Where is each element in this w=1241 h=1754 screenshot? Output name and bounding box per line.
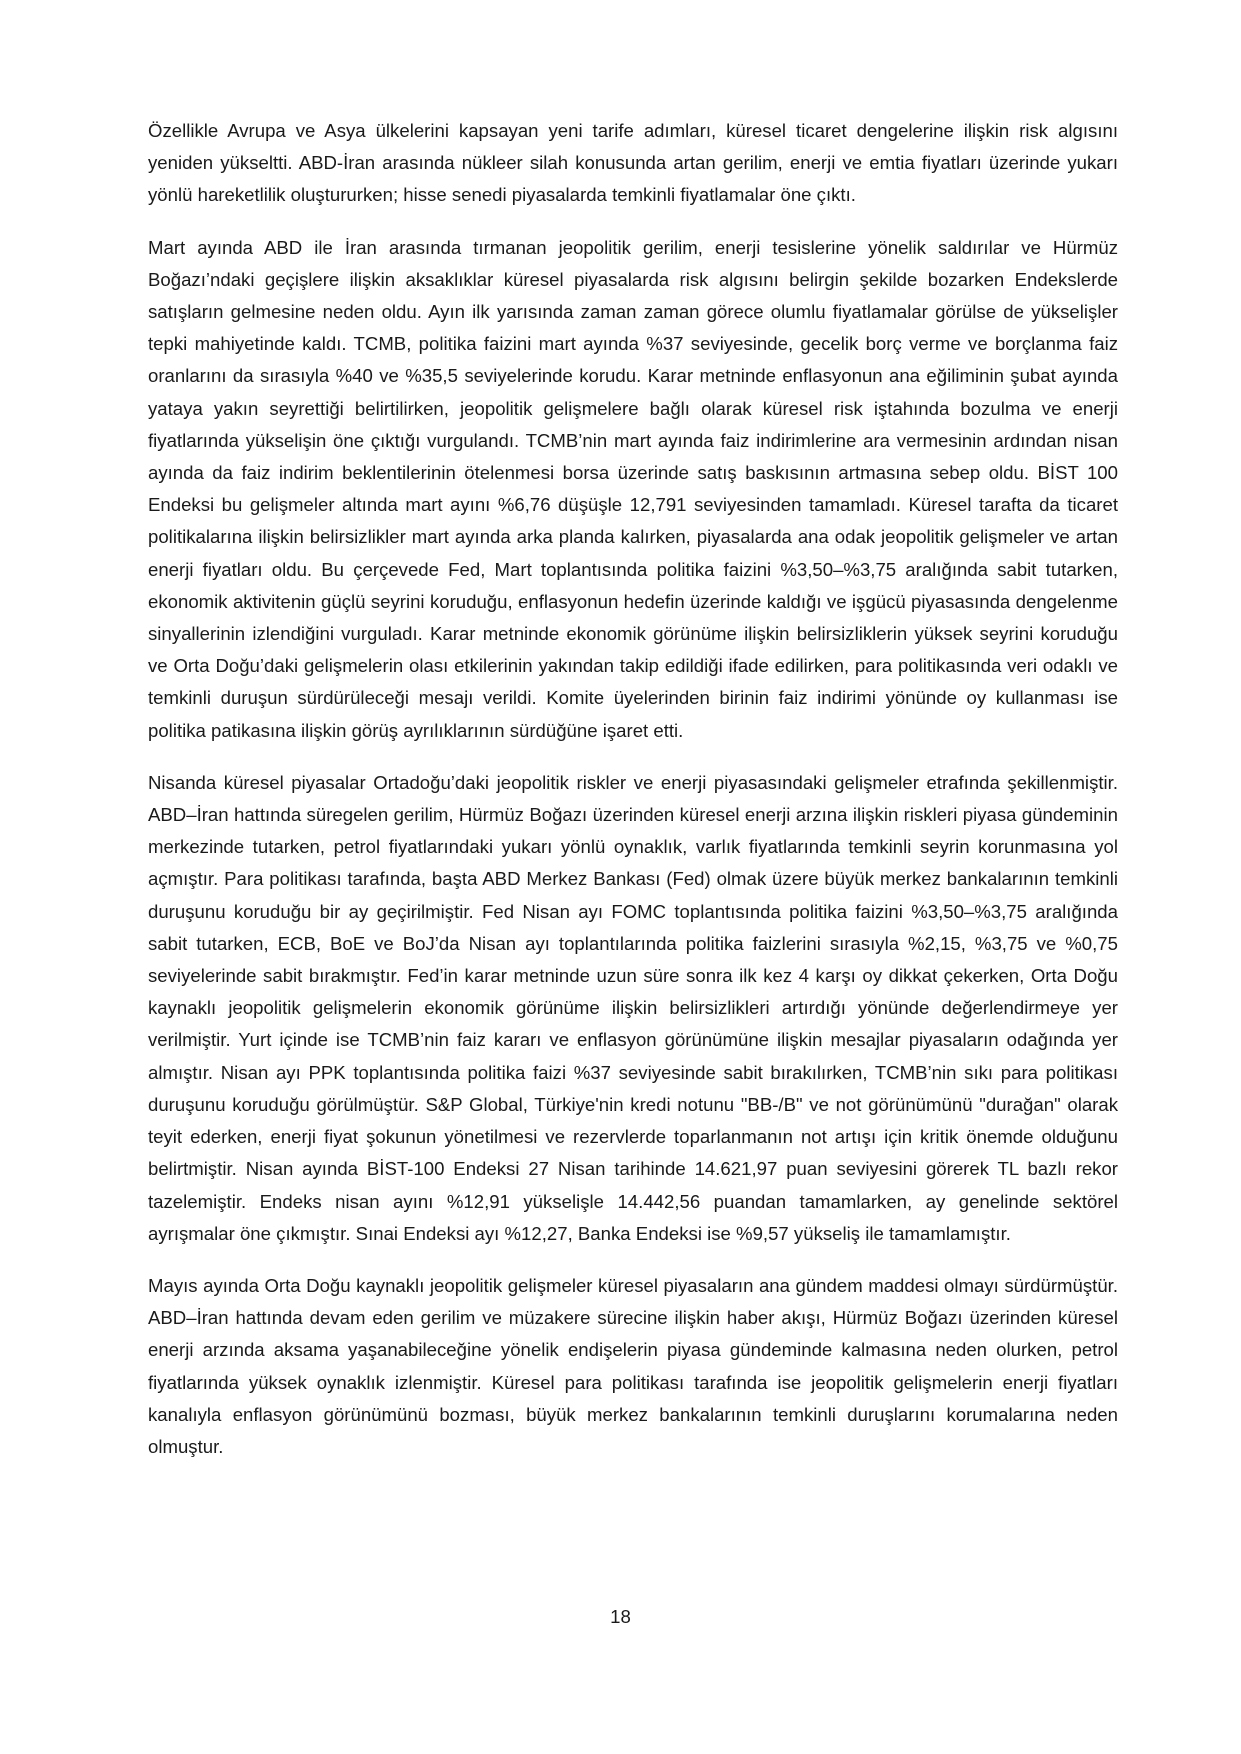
paragraph-may-developments: Mayıs ayında Orta Doğu kaynaklı jeopolitik gelişmeler küresel piyasaların ana gündem maddesi olmayı sürdürmüştür. ABD–İran hattında devam eden gerilim ve müzakere sürecine ilişkin haber akışı, Hürmüz Boğazı üzerinden küresel enerji arzında aksama yaşanabileceğine yönelik endişelerin piyasa gündeminde kalmasına neden olurken, petrol fiyatlarında yüksek oynaklık izlenmiştir. Küresel para politikası tarafında ise jeopolitik gelişmelerin enerji fiyatları kanalıyla enflasyon görünümünü bozması, büyük merkez bankalarının temkinli duruşlarını korumalarına neden olmuştur.: [148, 1274, 1118, 1457]
paragraph-march-developments: Mart ayında ABD ile İran arasında tırmanan jeopolitik gerilim, enerji tesislerine yönelik saldırılar ve Hürmüz Boğazı’ndaki geçişlere ilişkin aksaklıklar küresel piyasalarda risk algısını belirgin şekilde bozarken Endekslerde satışların gelmesine neden oldu. Ayın ilk yarısında zaman zaman görece olumlu fiyatlamalar görülse de yükselişler tepki mahiyetinde kaldı. TCMB, politika faizini mart ayında %37 seviyesinde, gecelik borç verme ve borçlanma faiz oranlarını da sırasıyla %40 ve %35,5 seviyelerinde korudu. Karar metninde enflasyonun ana eğiliminin şubat ayında yataya yakın seyrettiği belirtilirken, jeopolitik gelişmelere bağlı olarak küresel risk iştahında bozulma ve enerji fiyatlarında yükselişin öne çıktığı vurgulandı. TCMB’nin mart ayında faiz indirimlerine ara vermesinin ardından nisan ayında da faiz indirim beklentilerinin ötelenmesi borsa üzerinde satış baskısının artmasına sebep oldu. BİST 100 Endeksi bu gelişmeler altında mart ayını %6,76 düşüşle 12,791 seviyesinden tamamladı. Küresel tarafta da ticaret politikalarına ilişkin belirsizlikler mart ayında arka planda kalırken, piyasalarda ana odak jeopolitik gelişmeler ve artan enerji fiyatları oldu. Bu çerçevede Fed, Mart toplantısında politika faizini %3,50–%3,75 aralığında sabit tutarken, ekonomik aktivitenin güçlü seyrini koruduğu, enflasyonun hedefin üzerinde kaldığı ve işgücü piyasasında dengelenme sinyallerinin izlendiğini vurguladı. Karar metninde ekonomik görünüme ilişkin belirsizliklerin yüksek seyrini koruduğu ve Orta Doğu’daki gelişmelerin olası etkilerinin yakından takip edildiği ifade edilirken, para politikasında veri odaklı ve temkinli duruşun sürdürüleceği mesajı verildi. Komite üyelerinden birinin faiz indirimi yönünde oy kullanması ise politika patikasına ilişkin görüş ayrılıklarının sürdüğüne işaret etti.: [148, 236, 1118, 741]
page-number: 18: [610, 1606, 631, 1627]
paragraph-tariffs-risk: Özellikle Avrupa ve Asya ülkelerini kapsayan yeni tarife adımları, küresel ticaret dengelerine ilişkin risk algısını yeniden yükseltti. ABD-İran arasında nükleer silah konusunda artan gerilim, enerji ve emtia fiyatları üzerinde yukarı yönlü hareketlilik oluştururken; hisse senedi piyasalarda temkinli fiyatlamalar öne çıktı.: [148, 120, 1118, 206]
paragraph-april-developments: Nisanda küresel piyasalar Ortadoğu’daki jeopolitik riskler ve enerji piyasasındaki gelişmeler etrafında şekillenmiştir. ABD–İran hattında süregelen gerilim, Hürmüz Boğazı üzerinden küresel enerji arzına ilişkin riskleri piyasa gündeminin merkezinde tutarken, petrol fiyatlarındaki yukarı yönlü oynaklık, varlık fiyatlarında temkinli seyrin korunmasına yol açmıştır. Para politikası tarafında, başta ABD Merkez Bankası (Fed) olmak üzere büyük merkez bankalarının temkinli duruşunu koruduğu bir ay geçirilmiştir. Fed Nisan ayı FOMC toplantısında politika faizini %3,50–%3,75 aralığında sabit tutarken, ECB, BoE ve BoJ’da Nisan ayı toplantılarında politika faizlerini sırasıyla %2,15, %3,75 ve %0,75 seviyelerinde sabit bırakmıştır. Fed’in karar metninde uzun süre sonra ilk kez 4 karşı oy dikkat çekerken, Orta Doğu kaynaklı jeopolitik gelişmelerin ekonomik görünüme ilişkin belirsizlikleri artırdığı yönünde değerlendirmeye yer verilmiştir. Yurt içinde ise TCMB’nin faiz kararı ve enflasyon görünümüne ilişkin mesajlar piyasaların odağında yer almıştır. Nisan ayı PPK toplantısında politika faizi %37 seviyesinde sabit bırakılırken, TCMB’nin sıkı para politikası duruşunu koruduğu görülmüştür. S&P Global, Türkiye'nin kredi notunu "BB-/B" ve not görünümünü "durağan" olarak teyit ederken, enerji fiyat şokunun yönetilmesi ve rezervlerde toparlanmanın not artışı için kritik önemde olduğunu belirtmiştir. Nisan ayında BİST-100 Endeksi 27 Nisan tarihinde 14.621,97 puan seviyesini görerek TL bazlı rekor tazelemiştir. Endeks nisan ayını %12,91 yükselişle 14.442,56 puandan tamamlarken, ay genelinde sektörel ayrışmalar öne çıkmıştır. Sınai Endeksi ayı %12,27, Banka Endeksi ise %9,57 yükseliş ile tamamlamıştır.: [148, 771, 1118, 1244]
body-text: [148, 115, 1118, 1483]
